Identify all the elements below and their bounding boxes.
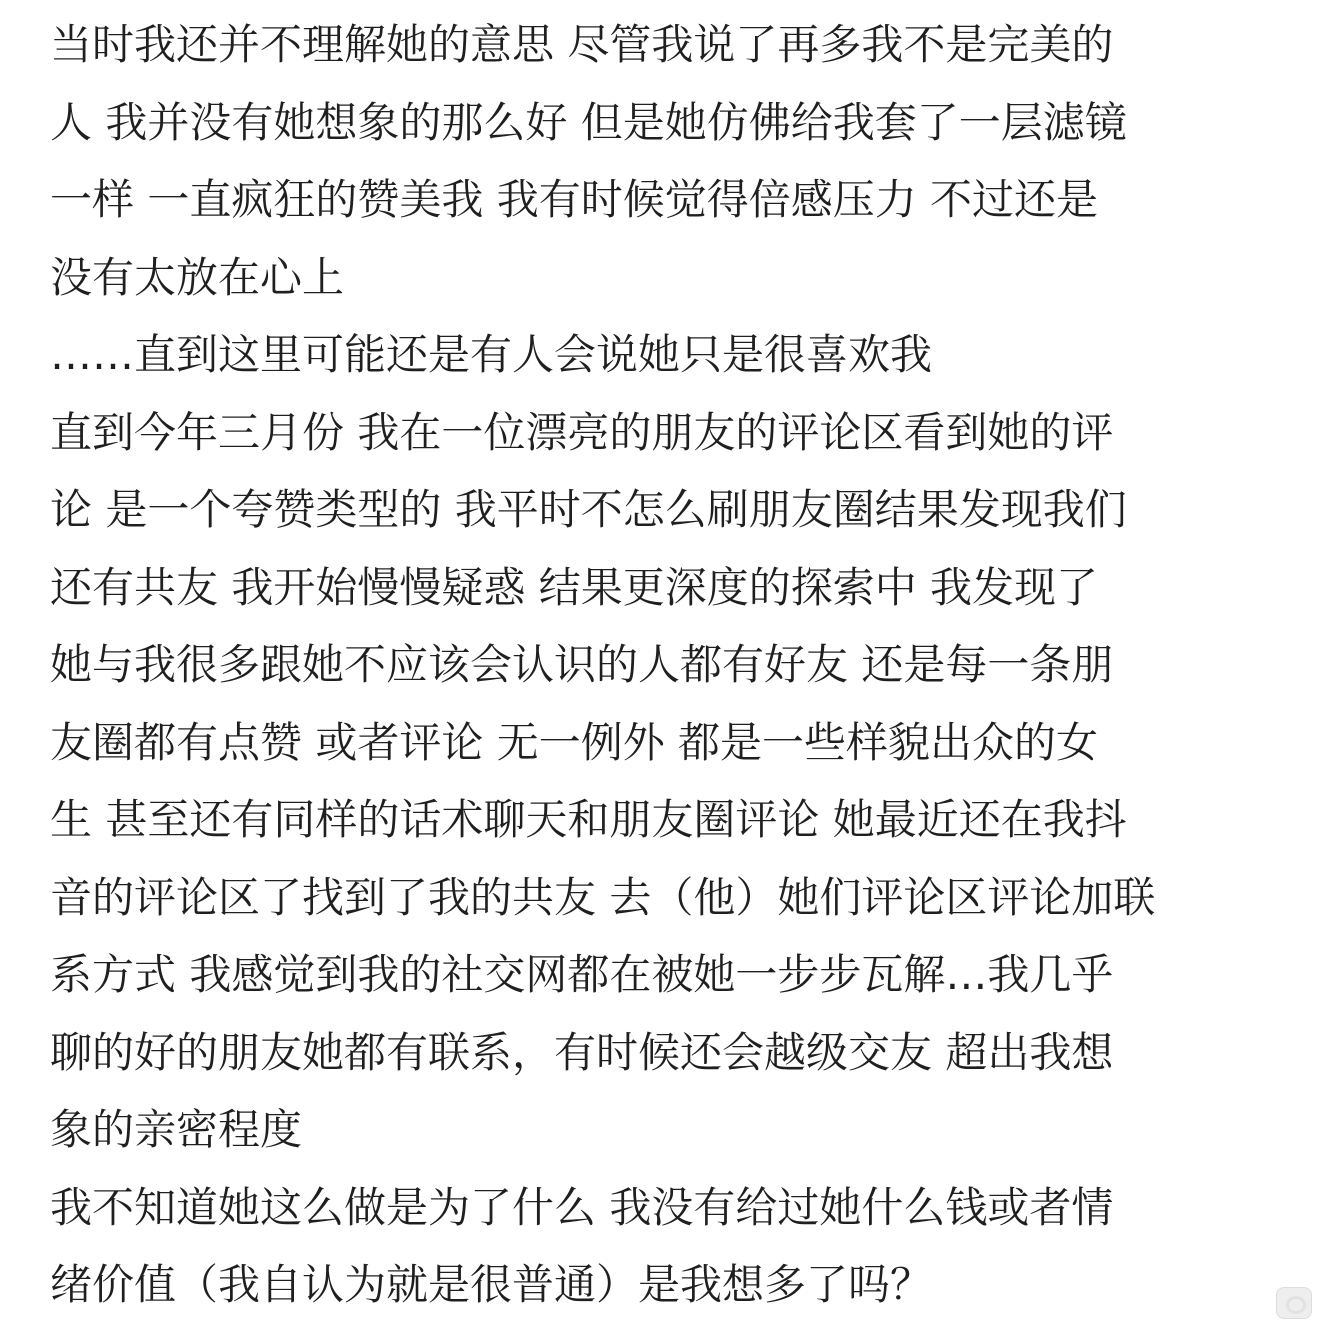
text-line: 我不知道她这么做是为了什么 我没有给过她什么钱或者情 — [50, 1182, 1114, 1232]
text-line: ……直到这里可能还是有人会说她只是很喜欢我 — [50, 330, 933, 379]
text-line: 绪价值（我自认为就是很普通）是我想多了吗？ — [50, 1260, 933, 1309]
text-line: 象的亲密程度 — [50, 1105, 303, 1154]
text-line: 聊的好的朋友她都有联系，有时候还会越级交友 超出我想 — [50, 1027, 1114, 1077]
watermark — [1276, 1287, 1312, 1319]
text-line: 还有共友 我开始慢慢疑惑 结果更深度的探索中 我发现了 — [50, 562, 1099, 612]
text-line: 一样 一直疯狂的赞美我 我有时候觉得倍感压力 不过还是 — [50, 175, 1099, 224]
text-line: 系方式 我感觉到我的社交网都在被她一步步瓦解…我几乎 — [50, 950, 1114, 999]
text-line: 生 甚至还有同样的话术聊天和朋友圈评论 她最近还在我抖 — [50, 795, 1127, 844]
text-line: 没有太放在心上 — [50, 252, 345, 302]
text-line: 论 是一个夸赞类型的 我平时不怎么刷朋友圈结果发现我们 — [50, 485, 1127, 534]
text-line: 直到今年三月份 我在一位漂亮的朋友的评论区看到她的评 — [50, 407, 1114, 457]
text-line: 音的评论区了找到了我的共友 去（他）她们评论区评论加联 — [50, 872, 1156, 922]
text-line: 人 我并没有她想象的那么好 但是她仿佛给我套了一层滤镜 — [50, 97, 1127, 147]
post-text — [50, 6, 1290, 1324]
weibo-watermark-icon — [1276, 1287, 1312, 1319]
text-line: 她与我很多跟她不应该会认识的人都有好友 还是每一条朋 — [50, 640, 1114, 689]
text-line: 当时我还并不理解她的意思 尽管我说了再多我不是完美的 — [50, 20, 1114, 69]
text-line: 友圈都有点赞 或者评论 无一例外 都是一些样貌出众的女 — [50, 717, 1099, 767]
